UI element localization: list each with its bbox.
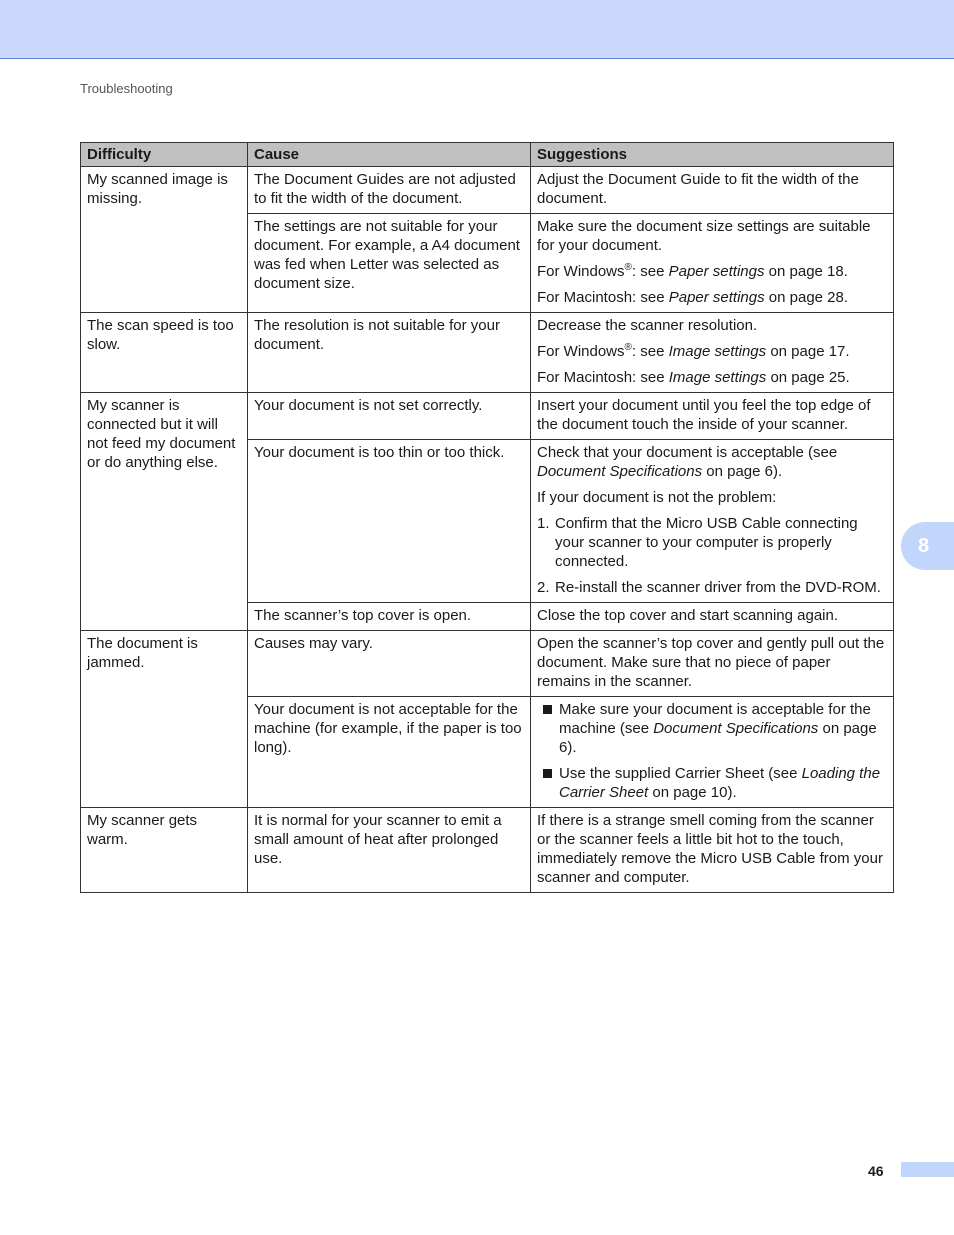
column-header-difficulty: Difficulty <box>81 143 248 167</box>
suggestion-text: Make sure the document size settings are suitable for your document. <box>537 218 871 254</box>
suggestion-text: Decrease the scanner resolution. <box>537 317 758 334</box>
cross-reference-link[interactable]: Image settings <box>668 369 767 386</box>
registered-mark: ® <box>624 342 632 353</box>
cross-reference-link[interactable]: Document Specifications <box>653 720 819 737</box>
difficulty-cell <box>81 167 248 313</box>
cause-text: The settings are not suitable for your document. For example, a A4 document was fed when Letter was selected as document size. <box>254 218 520 292</box>
suggestion-text: For Windows®: see Image settings on page 17. <box>537 342 850 360</box>
table-row <box>81 631 894 697</box>
bullet-text: Make sure your document is acceptable for the machine (see Document Specifications on page 6). <box>559 701 877 756</box>
difficulty-text: The document is jammed. <box>87 635 198 671</box>
cause-cell <box>248 440 531 603</box>
running-header: Troubleshooting <box>80 81 173 96</box>
suggestion-cell <box>531 167 894 214</box>
suggestion-cell <box>531 214 894 313</box>
suggestion-cell <box>531 393 894 440</box>
suggestion-cell <box>531 603 894 631</box>
bullet-text: Use the supplied Carrier Sheet (see Loading the Carrier Sheet on page 10). <box>559 765 881 801</box>
cause-text: Causes may vary. <box>254 635 373 652</box>
cross-reference-link[interactable]: Document Specifications <box>537 463 703 480</box>
cause-cell <box>248 167 531 214</box>
suggestion-text: If there is a strange smell coming from the scanner or the scanner feels a little bit hot to the touch, immediately remove the Micro USB Cable from your scanner and computer. <box>537 812 883 886</box>
footer-band <box>901 1162 954 1177</box>
cause-cell <box>248 214 531 313</box>
difficulty-cell <box>81 313 248 393</box>
cause-cell <box>248 393 531 440</box>
cause-cell <box>248 631 531 697</box>
suggestion-text: Open the scanner’s top cover and gently pull out the document. Make sure that no piece of paper remains in the scanner. <box>537 635 885 690</box>
numbered-step <box>537 578 887 597</box>
suggestion-text: For Windows®: see Paper settings on page 18. <box>537 262 848 280</box>
cause-cell <box>248 697 531 808</box>
table-row <box>81 167 894 214</box>
numbered-step <box>537 514 887 571</box>
cross-reference-link[interactable]: Paper settings <box>668 289 765 306</box>
difficulty-text: The scan speed is too slow. <box>87 317 234 353</box>
table-header-row <box>81 143 894 167</box>
cause-text: The scanner’s top cover is open. <box>254 607 472 624</box>
chapter-number: 8 <box>917 534 930 557</box>
suggestion-text: For Macintosh: see Image settings on page 25. <box>537 369 850 386</box>
suggestion-text: For Macintosh: see Paper settings on page 28. <box>537 289 849 306</box>
cause-cell <box>248 313 531 393</box>
difficulty-text: My scanner gets warm. <box>87 812 198 848</box>
suggestion-cell <box>531 808 894 893</box>
suggestion-text: Insert your document until you feel the top edge of the document touch the inside of your scanner. <box>537 397 871 433</box>
chapter-tab <box>901 522 954 570</box>
step-text: Confirm that the Micro USB Cable connecting your scanner to your computer is properly connected. <box>555 515 858 570</box>
troubleshooting-table <box>80 142 894 893</box>
cross-reference-link[interactable]: Image settings <box>668 343 767 360</box>
cause-text: The Document Guides are not adjusted to fit the width of the document. <box>254 171 516 207</box>
suggestion-text: If your document is not the problem: <box>537 489 777 506</box>
difficulty-cell <box>81 631 248 808</box>
step-number: 2. <box>537 579 550 596</box>
square-bullet-icon <box>543 769 552 778</box>
header-band <box>0 0 954 59</box>
suggestion-text: Check that your document is acceptable (see Document Specifications on page 6). <box>537 444 838 480</box>
suggestion-text: Close the top cover and start scanning again. <box>537 607 839 624</box>
table-row <box>81 393 894 440</box>
difficulty-text: My scanner is connected but it will not feed my document or do anything else. <box>87 397 236 471</box>
square-bullet-icon <box>543 705 552 714</box>
suggestion-cell <box>531 313 894 393</box>
cross-reference-link[interactable]: Paper settings <box>668 263 765 280</box>
cause-text: The resolution is not suitable for your document. <box>254 317 500 353</box>
cause-text: Your document is not acceptable for the machine (for example, if the paper is too long). <box>254 701 522 756</box>
suggestion-text: Adjust the Document Guide to fit the width of the document. <box>537 171 859 207</box>
column-header-cause: Cause <box>248 143 531 167</box>
cause-text: It is normal for your scanner to emit a small amount of heat after prolonged use. <box>254 812 502 867</box>
cause-cell <box>248 603 531 631</box>
suggestion-cell <box>531 440 894 603</box>
cause-text: Your document is not set correctly. <box>254 397 483 414</box>
cause-text: Your document is too thin or too thick. <box>254 444 505 461</box>
suggestion-cell <box>531 697 894 808</box>
difficulty-text: My scanned image is missing. <box>87 171 228 207</box>
bullet-item <box>537 700 887 757</box>
cross-reference-link[interactable]: Loading the Carrier Sheet <box>559 765 881 801</box>
table-row <box>81 808 894 893</box>
step-number: 1. <box>537 515 550 532</box>
table-row <box>81 313 894 393</box>
bullet-item <box>537 764 887 802</box>
registered-mark: ® <box>624 262 632 273</box>
step-text: Re-install the scanner driver from the DVD-ROM. <box>555 579 881 596</box>
suggestion-cell <box>531 631 894 697</box>
column-header-suggestions: Suggestions <box>531 143 894 167</box>
page-number: 46 <box>868 1163 884 1179</box>
difficulty-cell <box>81 393 248 631</box>
cause-cell <box>248 808 531 893</box>
difficulty-cell <box>81 808 248 893</box>
